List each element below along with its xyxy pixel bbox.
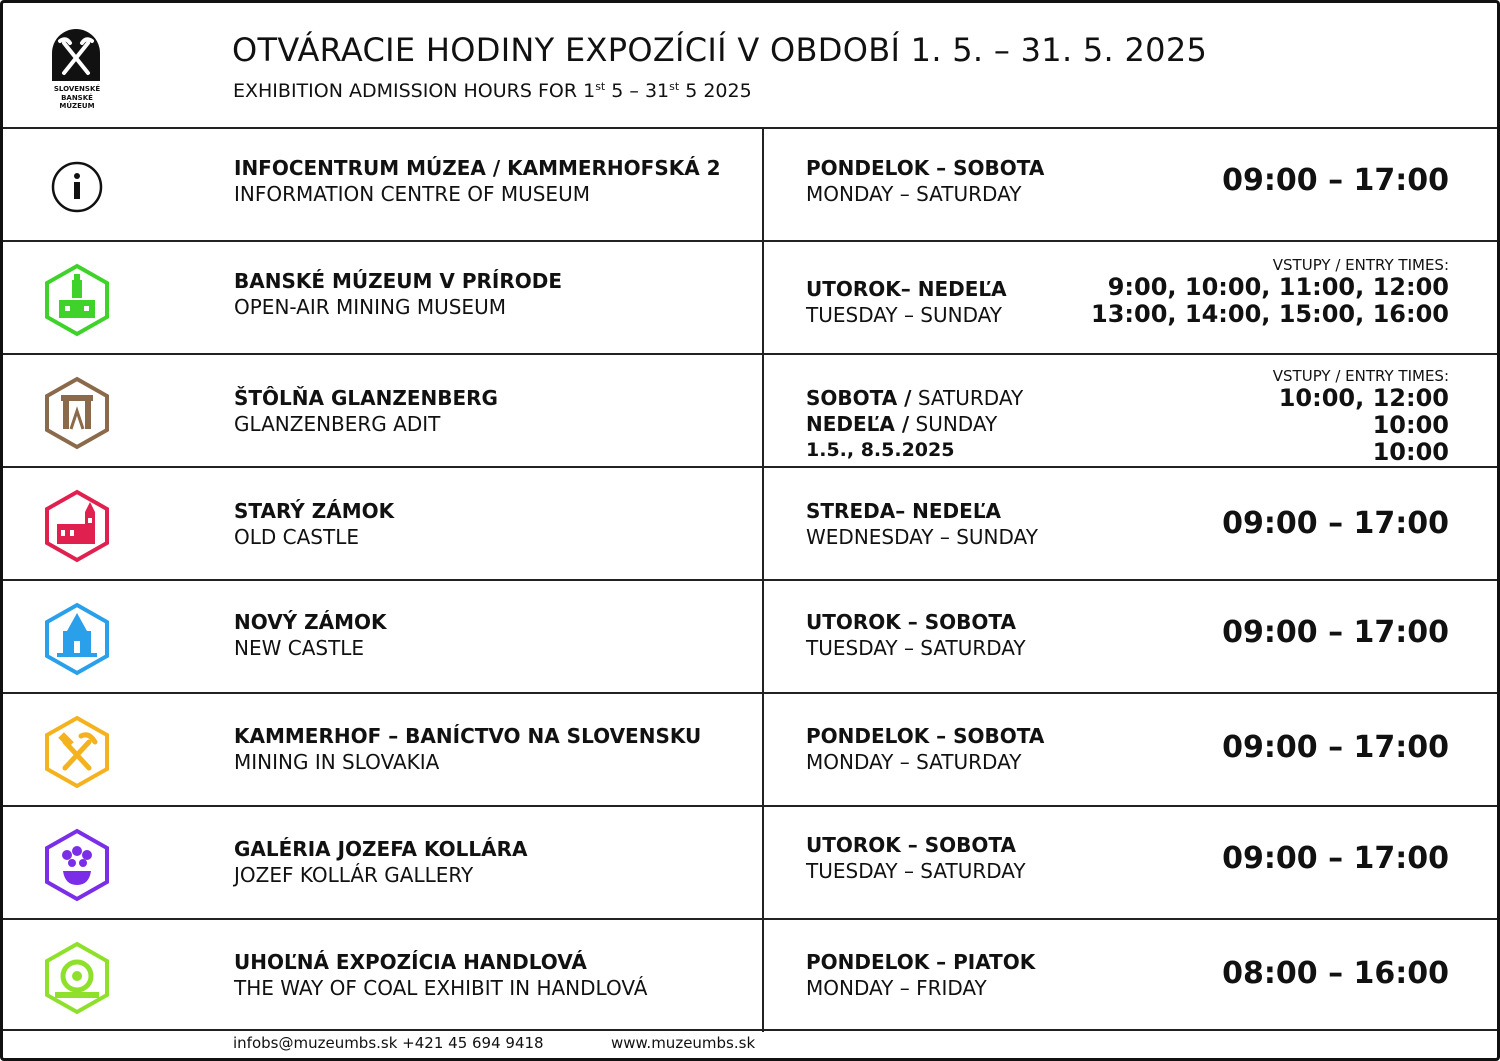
opening-days — [806, 949, 1035, 1001]
days-sk: STREDA– NEDEĽA — [806, 499, 1002, 523]
logo-line-3: MÚZEUM — [59, 102, 95, 110]
entry-times-line: 9:00, 10:00, 11:00, 12:00 — [1107, 273, 1449, 301]
days-en: TUESDAY – SUNDAY — [806, 303, 1002, 327]
adit-entrance-icon — [43, 375, 111, 451]
footer — [233, 1034, 756, 1052]
info-icon — [43, 149, 111, 225]
entry-times-line: 13:00, 14:00, 15:00, 16:00 — [1091, 300, 1449, 328]
days-sk: PONDELOK – SOBOTA — [806, 724, 1045, 748]
exhibit-name-en: OLD CASTLE — [234, 525, 359, 549]
days-sk: UTOROK– NEDEĽA — [806, 277, 1007, 301]
opening-hours: 09:00 – 17:00 — [1222, 506, 1449, 541]
exhibit-name — [234, 836, 527, 888]
footer-website-link[interactable]: www.muzeumbs.sk — [611, 1034, 756, 1052]
exhibit-name — [234, 385, 498, 437]
subtitle-part: 5 2025 — [679, 80, 752, 102]
days-en: WEDNESDAY – SUNDAY — [806, 525, 1038, 549]
opening-days — [806, 155, 1044, 207]
entry-times-line: 10:00 — [1372, 411, 1449, 439]
opening-hours: 08:00 – 16:00 — [1222, 956, 1449, 991]
entry-times-label: VSTUPY / ENTRY TIMES: — [1272, 367, 1449, 385]
table-row — [3, 579, 1497, 692]
logo-line-2: BANSKÉ — [61, 93, 93, 102]
exhibit-name-en: MINING IN SLOVAKIA — [234, 750, 440, 774]
subtitle-part: 5 – 31 — [605, 80, 670, 102]
table-row — [3, 805, 1497, 918]
column-divider — [762, 127, 764, 1032]
days-sk: UTOROK – SOBOTA — [806, 610, 1016, 634]
days-en: MONDAY – FRIDAY — [806, 976, 987, 1000]
entry-times — [1273, 367, 1449, 466]
entry-times-line: 10:00 — [1372, 438, 1449, 466]
opening-days — [806, 723, 1044, 775]
header — [3, 3, 1497, 127]
logo-line-1: SLOVENSKÉ — [53, 85, 101, 93]
old-castle-icon — [43, 488, 111, 564]
days-sk: NEDEĽA / — [806, 412, 910, 436]
opening-hours: 09:00 – 17:00 — [1222, 841, 1449, 876]
logo-mark — [52, 29, 100, 81]
exhibit-name-en: NEW CASTLE — [234, 636, 365, 660]
table-row — [3, 127, 1497, 240]
exhibit-name — [234, 949, 647, 1001]
exhibit-name-en: INFORMATION CENTRE OF MUSEUM — [234, 182, 590, 206]
exhibit-name-en: THE WAY OF COAL EXHIBIT IN HANDLOVÁ — [234, 976, 648, 1000]
entry-times-line: 10:00, 12:00 — [1278, 384, 1449, 412]
opening-days — [806, 609, 1026, 661]
exhibit-name-sk: NOVÝ ZÁMOK — [234, 610, 387, 634]
days-sk: UTOROK – SOBOTA — [806, 833, 1016, 857]
exhibit-name-sk: UHOĽNÁ EXPOZÍCIA HANDLOVÁ — [234, 950, 587, 974]
opening-days — [806, 498, 1038, 550]
table-row — [3, 918, 1497, 1031]
logo-text — [47, 85, 107, 111]
exhibit-name-en: GLANZENBERG ADIT — [234, 412, 441, 436]
exhibit-name-sk: ŠTÔLŇA GLANZENBERG — [234, 386, 498, 410]
opening-hours: 09:00 – 17:00 — [1222, 615, 1449, 650]
subtitle-sup: st — [669, 80, 680, 93]
coal-wheel-icon — [43, 940, 111, 1016]
exhibit-name — [234, 723, 701, 775]
days-en: TUESDAY – SATURDAY — [806, 859, 1026, 883]
exhibit-name-en: OPEN-AIR MINING MUSEUM — [234, 295, 506, 319]
exhibit-name — [234, 268, 562, 320]
opening-days — [806, 276, 1007, 328]
exhibit-name — [234, 155, 721, 207]
table-row — [3, 466, 1497, 579]
page-subtitle — [233, 80, 752, 102]
exhibit-name — [234, 498, 394, 550]
exhibit-name-sk: BANSKÉ MÚZEUM V PRÍRODE — [234, 269, 563, 293]
days-en: TUESDAY – SATURDAY — [806, 636, 1026, 660]
page-title: OTVÁRACIE HODINY EXPOZÍCIÍ V OBDOBÍ 1. 5. – 31. 5. 2025 — [232, 31, 1208, 69]
entry-times — [1091, 256, 1449, 328]
entry-times-label: VSTUPY / ENTRY TIMES: — [1272, 256, 1449, 274]
days-en: MONDAY – SATURDAY — [806, 182, 1022, 206]
crossed-hammers-icon — [52, 29, 100, 81]
opening-days — [806, 385, 1023, 464]
days-sk: PONDELOK – PIATOK — [806, 950, 1036, 974]
subtitle-sup: st — [595, 80, 606, 93]
hours-table — [3, 127, 1497, 1031]
days-sk: PONDELOK – SOBOTA — [806, 156, 1045, 180]
new-castle-icon — [43, 601, 111, 677]
opening-hours: 09:00 – 17:00 — [1222, 163, 1449, 198]
days-en: SATURDAY — [911, 386, 1024, 410]
special-dates: 1.5., 8.5.2025 — [806, 439, 955, 461]
exhibit-name-en: JOZEF KOLLÁR GALLERY — [234, 863, 474, 887]
flower-bowl-icon — [43, 827, 111, 903]
table-row — [3, 353, 1497, 466]
exhibit-name-sk: KAMMERHOF – BANÍCTVO NA SLOVENSKU — [234, 724, 702, 748]
hammer-pick-icon — [43, 714, 111, 790]
opening-hours: 09:00 – 17:00 — [1222, 730, 1449, 765]
exhibit-name — [234, 609, 387, 661]
days-en: SUNDAY — [909, 412, 998, 436]
days-en: MONDAY – SATURDAY — [806, 750, 1022, 774]
table-row — [3, 240, 1497, 353]
opening-days — [806, 832, 1026, 884]
exhibit-name-sk: GALÉRIA JOZEFA KOLLÁRA — [234, 837, 528, 861]
subtitle-part: EXHIBITION ADMISSION HOURS FOR 1 — [233, 80, 596, 102]
table-row — [3, 692, 1497, 805]
mining-tower-icon — [43, 262, 111, 338]
footer-contact[interactable]: infobs@muzeumbs.sk +421 45 694 9418 — [233, 1034, 544, 1052]
museum-logo — [47, 29, 107, 119]
exhibit-name-sk: INFOCENTRUM MÚZEA / KAMMERHOFSKÁ 2 — [234, 156, 721, 180]
exhibit-name-sk: STARÝ ZÁMOK — [234, 499, 395, 523]
days-sk: SOBOTA / — [806, 386, 912, 410]
